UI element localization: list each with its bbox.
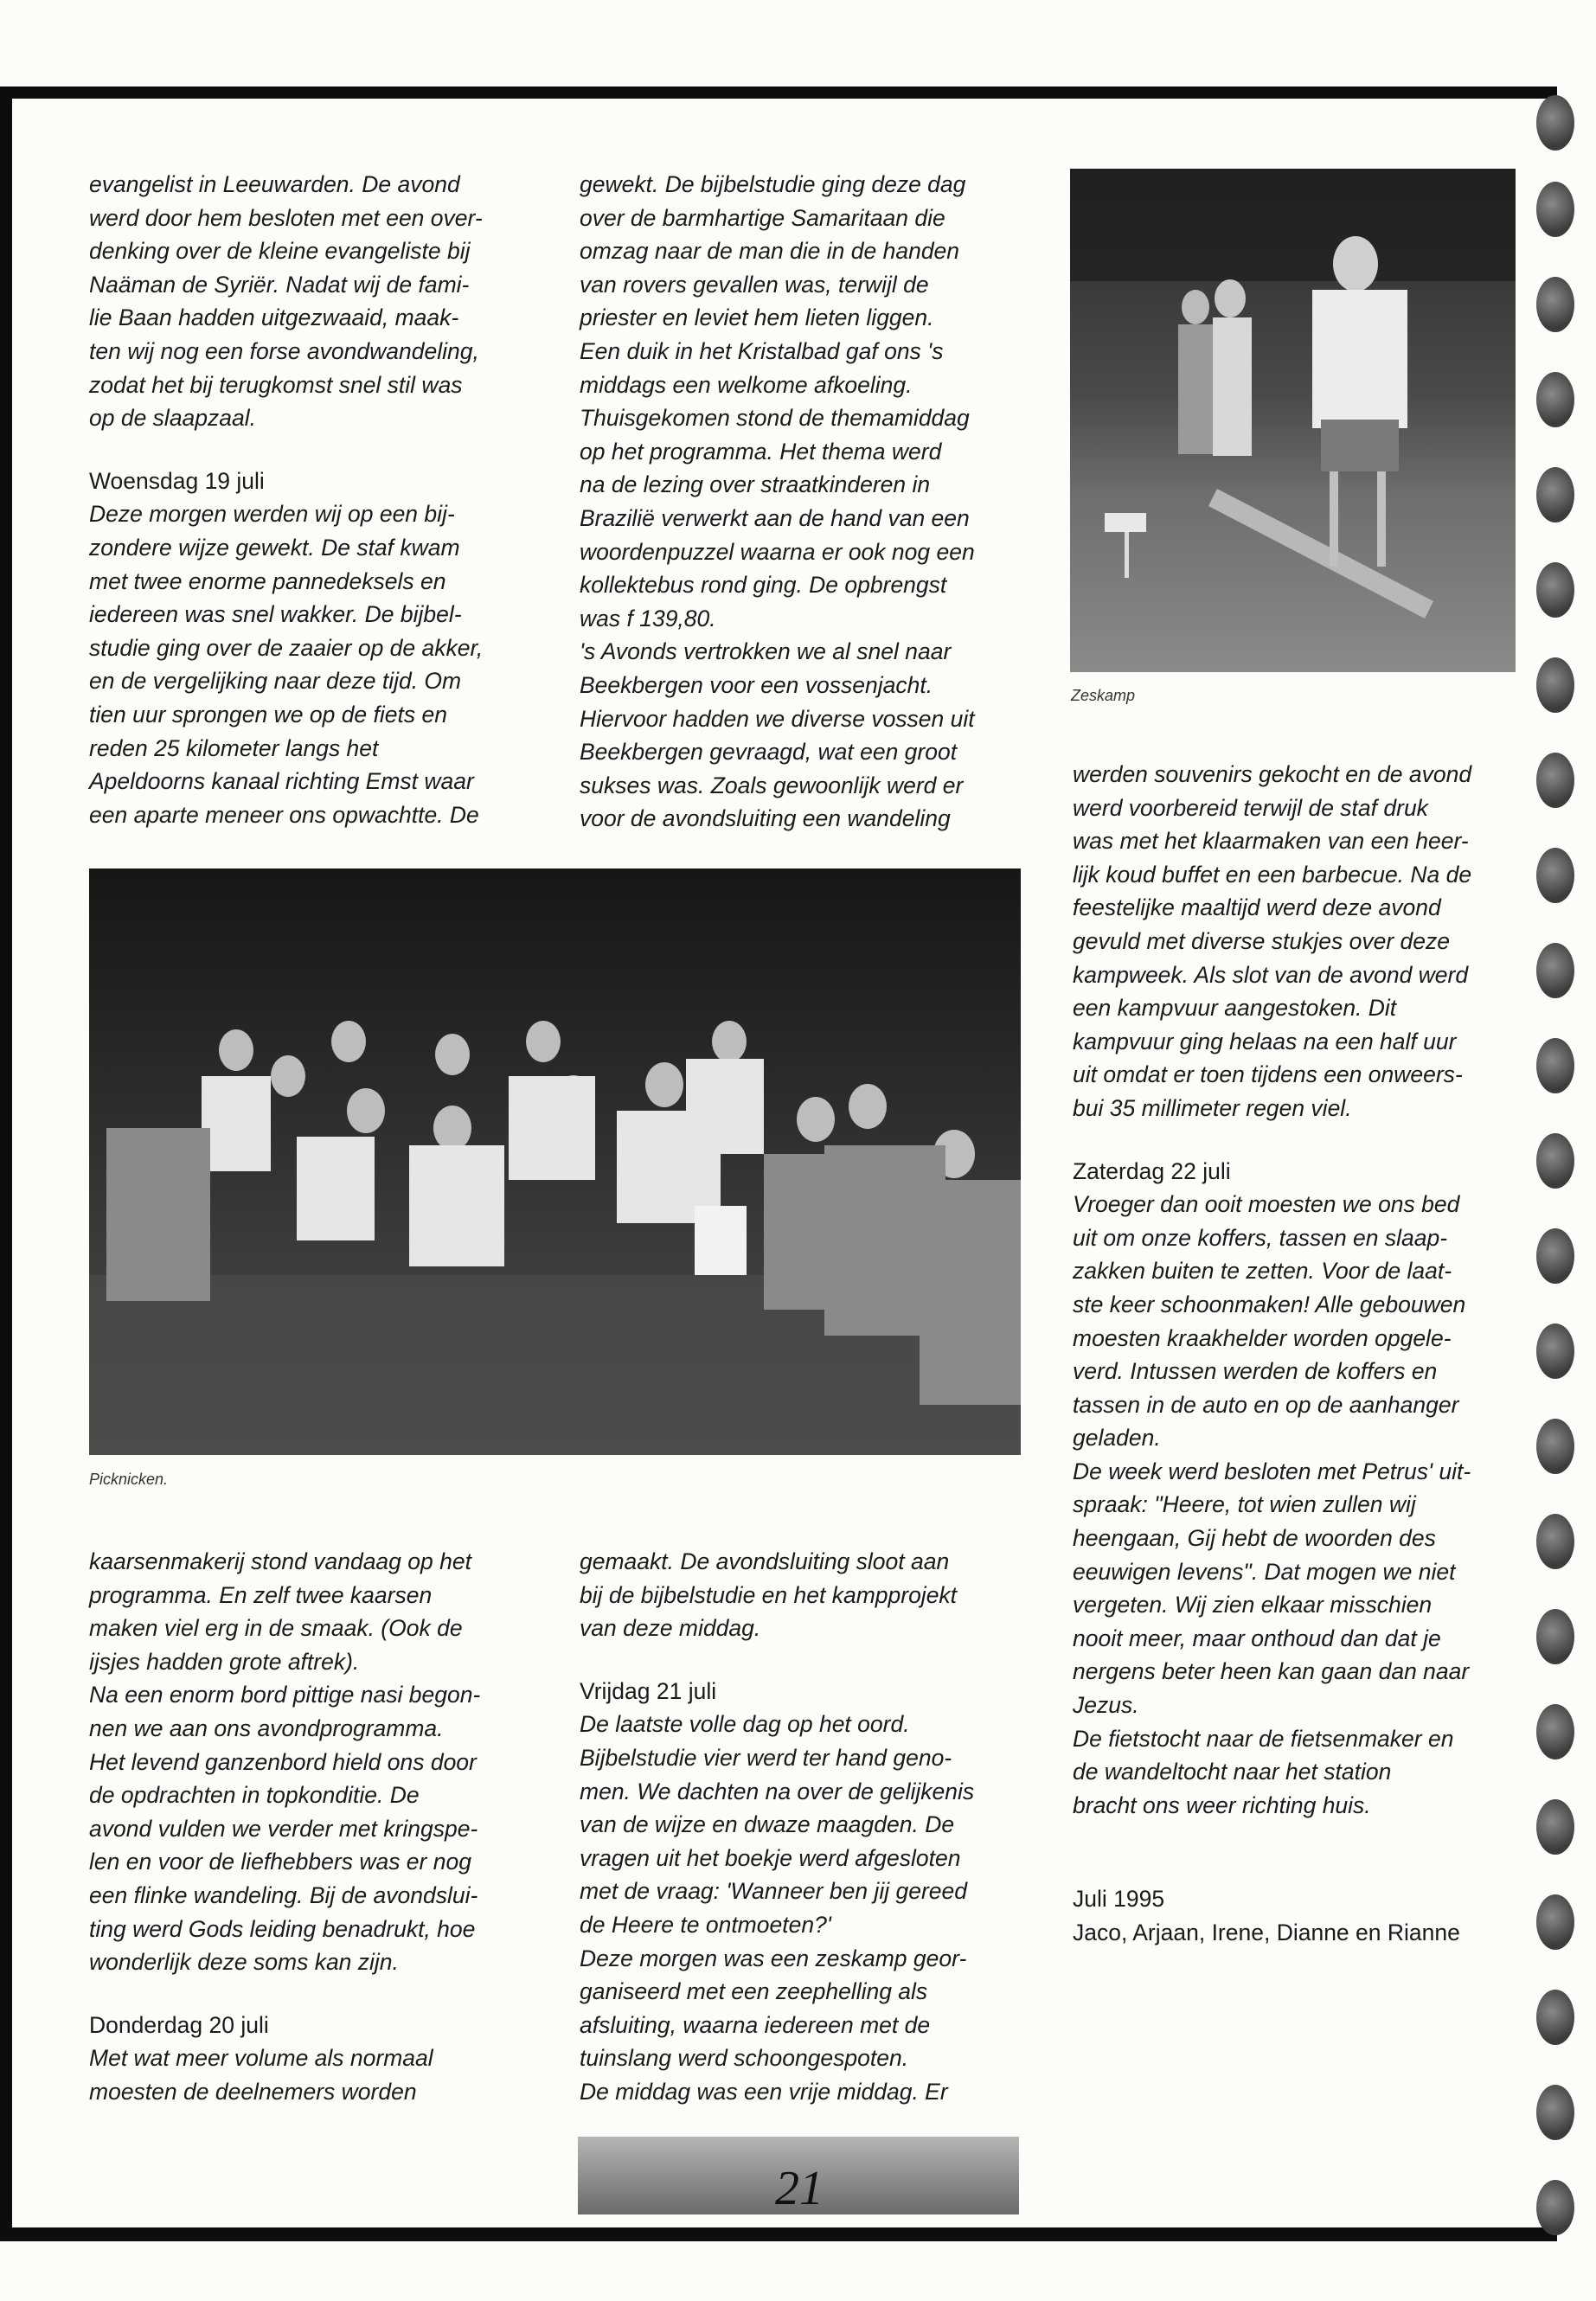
- text-line: studie ging over de zaaier op de akker,: [89, 634, 484, 661]
- photo-zeskamp: [1070, 169, 1516, 672]
- text-line: moesten kraakhelder worden opgele-: [1073, 1324, 1452, 1351]
- text-line: tien uur sprongen we op de fiets en: [89, 701, 447, 727]
- text-line: vragen uit het boekje werd afgesloten: [580, 1844, 961, 1871]
- column-2-bottom: [580, 1545, 1064, 2109]
- text-line: heengaan, Gij hebt de woorden des: [1073, 1525, 1436, 1552]
- paragraph: [89, 2041, 574, 2108]
- binding-holes: [1536, 95, 1580, 2240]
- text-line: afsluiting, waarna iedereen met de: [580, 2011, 931, 2038]
- binding-hole: [1536, 372, 1574, 427]
- binding-hole: [1536, 848, 1574, 903]
- text-line: Naäman de Syriër. Nadat wij de fami-: [89, 271, 470, 298]
- text-line: werden souvenirs gekocht en de avond: [1073, 761, 1472, 787]
- text-line: De middag was een vrije middag. Er: [580, 2078, 948, 2105]
- text-line: Thuisgekomen stond de themamiddag: [580, 405, 970, 432]
- text-line: Brazilië verwerkt aan de hand van een: [580, 504, 970, 531]
- text-line: een flinke wandeling. Bij de avondslui-: [89, 1881, 478, 1908]
- text-line: priester en leviet hem lieten liggen.: [580, 304, 934, 331]
- picknick-image: [89, 868, 1021, 1455]
- binding-hole: [1536, 1990, 1574, 2045]
- text-line: een aparte meneer ons opwachtte. De: [89, 801, 479, 828]
- text-line: Jezus.: [1073, 1692, 1139, 1719]
- day-heading: Zaterdag 22 juli: [1073, 1157, 1231, 1184]
- text-line: Een duik in het Kristalbad gaf ons 's: [580, 337, 944, 364]
- text-line: op de slaapzaal.: [89, 405, 257, 432]
- page-number-box: [578, 2137, 1019, 2214]
- text-line: evangelist in Leeuwarden. De avond: [89, 171, 460, 197]
- text-line: bracht ons weer richting huis.: [1073, 1791, 1371, 1818]
- text-line: geladen.: [1073, 1425, 1161, 1452]
- signature: Jaco, Arjaan, Irene, Dianne en Rianne: [1073, 1920, 1460, 1945]
- text-line: tuinslang werd schoongespoten.: [580, 2045, 909, 2072]
- text-line: was met het klaarmaken van een heer-: [1073, 828, 1469, 855]
- text-line: De week werd besloten met Petrus' uit-: [1073, 1458, 1471, 1484]
- text-line: van deze middag.: [580, 1615, 761, 1642]
- text-line: ganiseerd met een zeephelling als: [580, 1978, 928, 2005]
- paragraph: [89, 168, 574, 435]
- text-line: was f 139,80.: [580, 605, 716, 631]
- date-line: Juli 1995: [1073, 1886, 1165, 1913]
- text-line: Beekbergen gevraagd, wat een groot: [580, 739, 958, 766]
- binding-hole: [1536, 1228, 1574, 1284]
- text-line: bui 35 millimeter regen viel.: [1073, 1094, 1352, 1121]
- text-line: kollektebus rond ging. De opbrengst: [580, 572, 947, 599]
- text-line: de Heere te ontmoeten?': [580, 1911, 831, 1938]
- paragraph: [1073, 1188, 1522, 1822]
- binding-hole: [1536, 277, 1574, 332]
- binding-hole: [1536, 182, 1574, 237]
- text-line: gewekt. De bijbelstudie ging deze dag: [580, 171, 966, 197]
- text-line: Vroeger dan ooit moesten we ons bed: [1073, 1191, 1460, 1218]
- text-line: maken viel erg in de smaak. (Ook de: [89, 1615, 463, 1642]
- text-line: Bijbelstudie vier werd ter hand geno-: [580, 1744, 952, 1771]
- paragraph: [580, 1708, 1064, 2108]
- text-line: spraak: "Heere, tot wien zullen wij: [1073, 1491, 1416, 1518]
- text-line: Na een enorm bord pittige nasi begon-: [89, 1682, 481, 1708]
- text-line: len en voor de liefhebbers was er nog: [89, 1849, 471, 1875]
- text-line: bij de bijbelstudie en het kampprojekt: [580, 1581, 958, 1608]
- binding-hole: [1536, 1514, 1574, 1569]
- text-line: Het levend ganzenbord hield ons door: [89, 1748, 477, 1775]
- text-line: over de barmhartige Samaritaan die: [580, 204, 945, 231]
- text-line: op het programma. Het thema werd: [580, 438, 942, 465]
- text-line: moesten de deelnemers worden: [89, 2078, 417, 2105]
- column-2-top: [580, 168, 1064, 836]
- text-line: een kampvuur aangestoken. Dit: [1073, 995, 1397, 1022]
- caption-picknick: Picknicken.: [89, 1471, 169, 1488]
- text-line: werd voorbereid terwijl de staf druk: [1073, 794, 1428, 821]
- text-line: Hiervoor hadden we diverse vossen uit: [580, 705, 975, 732]
- text-line: vergeten. Wij zien elkaar misschien: [1073, 1592, 1433, 1618]
- page-border-top: [0, 87, 1557, 99]
- day-heading: Woensdag 19 juli: [89, 467, 265, 494]
- text-line: de opdrachten in topkonditie. De: [89, 1782, 420, 1809]
- text-line: kaarsenmakerij stond vandaag op het: [89, 1548, 471, 1574]
- text-line: zakken buiten te zetten. Voor de laat-: [1073, 1258, 1452, 1285]
- binding-hole: [1536, 657, 1574, 713]
- text-line: wonderlijk deze soms kan zijn.: [89, 1949, 399, 1976]
- text-line: Deze morgen was een zeskamp geor-: [580, 1945, 967, 1971]
- day-heading: Vrijdag 21 juli: [580, 1677, 717, 1704]
- binding-hole: [1536, 1133, 1574, 1189]
- page-border-bottom: [0, 2227, 1557, 2241]
- binding-hole: [1536, 1324, 1574, 1379]
- text-line: ting werd Gods leiding benadrukt, hoe: [89, 1915, 476, 1942]
- text-line: denking over de kleine evangeliste bij: [89, 238, 471, 265]
- text-line: nooit meer, maar onthoud dan dat je: [1073, 1625, 1441, 1651]
- text-line: iedereen was snel wakker. De bijbel-: [89, 601, 462, 628]
- binding-hole: [1536, 1609, 1574, 1664]
- text-line: ijsjes hadden grote aftrek).: [89, 1648, 360, 1675]
- binding-hole: [1536, 1038, 1574, 1093]
- text-line: middags een welkome afkoeling.: [580, 371, 913, 398]
- text-line: De fietstocht naar de fietsenmaker en: [1073, 1725, 1454, 1752]
- text-line: De laatste volle dag op het oord.: [580, 1711, 910, 1738]
- text-line: met twee enorme pannedeksels en: [89, 567, 446, 594]
- text-line: gevuld met diverse stukjes over deze: [1073, 927, 1450, 954]
- text-line: zondere wijze gewekt. De staf kwam: [89, 534, 460, 561]
- text-line: voor de avondsluiting een wandeling: [580, 805, 951, 832]
- text-line: kampweek. Als slot van de avond werd: [1073, 961, 1469, 988]
- text-line: programma. En zelf twee kaarsen: [89, 1581, 433, 1608]
- binding-hole: [1536, 2180, 1574, 2235]
- binding-hole: [1536, 562, 1574, 618]
- binding-hole: [1536, 1894, 1574, 1950]
- text-line: tassen in de auto en op de aanhanger: [1073, 1391, 1459, 1418]
- text-line: ste keer schoonmaken! Alle gebouwen: [1073, 1291, 1466, 1317]
- binding-hole: [1536, 2085, 1574, 2140]
- text-line: met de vraag: 'Wanneer ben jij gereed: [580, 1878, 967, 1905]
- text-line: van rovers gevallen was, terwijl de: [580, 271, 929, 298]
- text-line: Deze morgen werden wij op een bij-: [89, 501, 455, 528]
- text-line: na de lezing over straatkinderen in: [580, 471, 931, 498]
- text-line: Apeldoorns kanaal richting Emst waar: [89, 768, 474, 795]
- text-line: werd door hem besloten met een over-: [89, 204, 483, 231]
- paragraph: [1073, 758, 1522, 1125]
- binding-hole: [1536, 753, 1574, 808]
- binding-hole: [1536, 1799, 1574, 1855]
- binding-hole: [1536, 1704, 1574, 1759]
- text-line: uit omdat er toen tijdens een onweers-: [1073, 1061, 1463, 1088]
- binding-hole: [1536, 95, 1574, 151]
- page-number: 21: [775, 2162, 824, 2215]
- binding-hole: [1536, 467, 1574, 522]
- text-line: nergens beter heen kan gaan dan naar: [1073, 1658, 1470, 1685]
- text-line: feestelijke maaltijd werd deze avond: [1073, 894, 1441, 921]
- text-line: gemaakt. De avondsluiting sloot aan: [580, 1548, 950, 1574]
- text-line: 's Avonds vertrokken we al snel naar: [580, 638, 952, 665]
- text-line: nen we aan ons avondprogramma.: [89, 1715, 444, 1741]
- text-line: en de vergelijking naar deze tijd. Om: [89, 668, 462, 695]
- text-line: woordenpuzzel waarna er ook nog een: [580, 538, 975, 565]
- column-3: [1073, 758, 1522, 1950]
- text-line: Met wat meer volume als normaal: [89, 2045, 433, 2072]
- day-heading: Donderdag 20 juli: [89, 2011, 269, 2038]
- photo-picknick: [89, 868, 1021, 1455]
- text-line: ten wij nog een forse avondwandeling,: [89, 337, 479, 364]
- text-line: kampvuur ging helaas na een half uur: [1073, 1028, 1457, 1054]
- page-border-left: [0, 87, 12, 2240]
- paragraph: [89, 497, 574, 831]
- paragraph: [580, 168, 1064, 836]
- text-line: omzag naar de man die in de handen: [580, 238, 960, 265]
- text-line: Beekbergen voor een vossenjacht.: [580, 671, 933, 698]
- text-line: lijk koud buffet en een barbecue. Na de: [1073, 861, 1472, 888]
- text-line: van de wijze en dwaze maagden. De: [580, 1811, 955, 1838]
- text-line: zodat het bij terugkomst snel stil was: [89, 371, 463, 398]
- caption-zeskamp: Zeskamp: [1071, 687, 1136, 704]
- text-line: reden 25 kilometer langs het: [89, 734, 379, 761]
- zeskamp-image: [1070, 169, 1516, 672]
- text-line: de wandeltocht naar het station: [1073, 1759, 1392, 1785]
- binding-hole: [1536, 1419, 1574, 1474]
- column-1-top: [89, 168, 574, 831]
- text-line: sukses was. Zoals gewoonlijk werd er: [580, 772, 964, 798]
- text-line: men. We dachten na over de gelijkenis: [580, 1778, 975, 1804]
- paragraph: [580, 1545, 1064, 1645]
- text-line: verd. Intussen werden de koffers en: [1073, 1358, 1438, 1385]
- text-line: avond vulden we verder met kringspe-: [89, 1815, 478, 1842]
- paragraph: [89, 1545, 574, 1979]
- text-line: uit om onze koffers, tassen en slaap-: [1073, 1224, 1448, 1251]
- text-line: eeuwigen levens". Dat mogen we niet: [1073, 1558, 1456, 1585]
- column-1-bottom: [89, 1545, 574, 2109]
- text-line: lie Baan hadden uitgezwaaid, maak-: [89, 304, 459, 331]
- binding-hole: [1536, 943, 1574, 998]
